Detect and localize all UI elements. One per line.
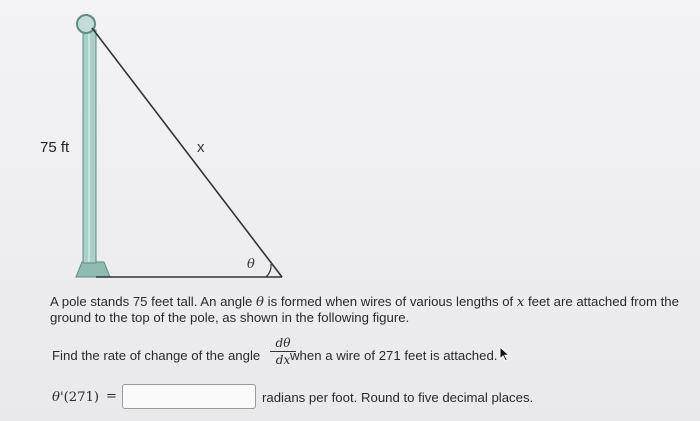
angle-arc (266, 264, 271, 277)
fraction-numerator: dθ (275, 336, 291, 350)
answer-row (52, 383, 672, 413)
question (52, 336, 672, 376)
x-variable: x (516, 295, 525, 310)
question-prefix: Find the rate of change of the angle (52, 348, 261, 363)
answer-theta: θ (52, 390, 60, 405)
fraction-denominator: dx (275, 353, 291, 367)
wire-line (92, 28, 282, 277)
theta-symbol: θ (256, 295, 264, 310)
question-suffix: when a wire of 271 feet is attached. (290, 348, 498, 363)
equals-sign: = (106, 389, 117, 404)
pole-base (76, 262, 110, 277)
problem-text-1: A pole stands 75 feet tall. An angle (50, 294, 257, 309)
problem-text-2: is formed when wires of various lengths of (263, 294, 517, 309)
angle-label: θ (247, 257, 255, 272)
hypotenuse-label: x (197, 139, 205, 156)
height-label: 75 ft (40, 139, 70, 156)
answer-input[interactable] (122, 384, 256, 409)
pole-top (77, 15, 95, 33)
answer-units: radians per foot. Round to five decimal places. (262, 390, 534, 405)
problem-statement (50, 294, 680, 325)
answer-argument: '(271) (59, 390, 100, 405)
problem-text-3: feet are attached from the ground to the top of the pole, as shown in the following figure. (50, 294, 679, 325)
mouse-pointer-icon (499, 346, 511, 362)
answer-lhs (52, 390, 99, 405)
